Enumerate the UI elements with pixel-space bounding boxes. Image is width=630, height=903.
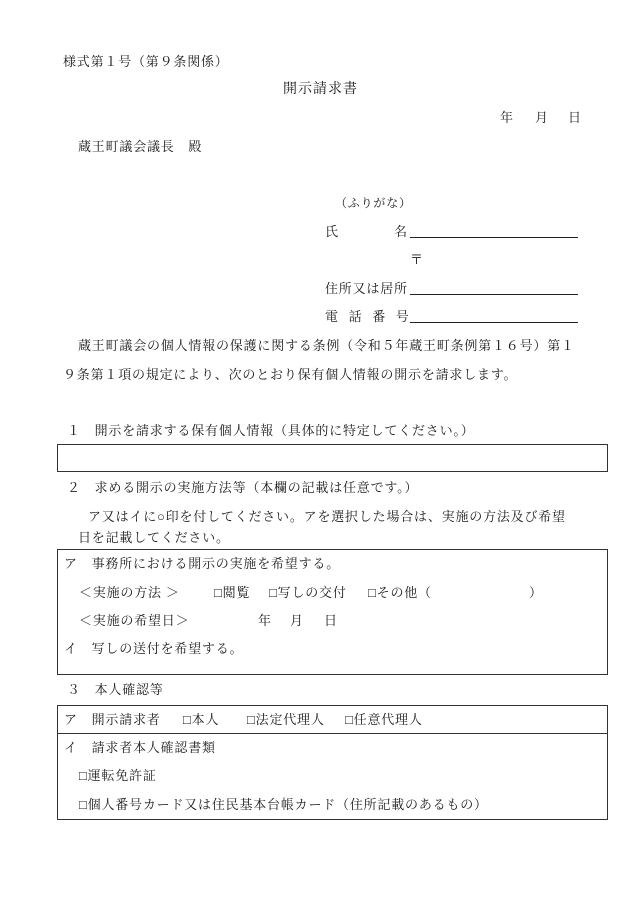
method-copy-checkbox: □写しの交付 bbox=[269, 585, 347, 600]
statement-line-2: ９条第１項の規定により、次のとおり保有個人情報の開示を請求します。 bbox=[63, 367, 518, 382]
section3-heading: ３ 本人確認等 bbox=[67, 682, 164, 697]
section2-note-line-1: ア又はイに○印を付してください。アを選択した場合は、実施の方法及び希望 bbox=[88, 509, 566, 524]
addressee: 蔵王町議会議長 殿 bbox=[78, 139, 203, 154]
desired-date-month: 月 bbox=[290, 613, 304, 628]
drivers-license-checkbox: □運転免許証 bbox=[79, 768, 157, 783]
section1-heading: １ 開示を請求する保有個人情報（具体的に特定してください。） bbox=[67, 423, 475, 438]
requester-type-label: ア 開示請求者 bbox=[64, 712, 161, 727]
section2-box bbox=[57, 549, 608, 675]
date-day-label: 日 bbox=[568, 110, 582, 125]
section3-divider bbox=[58, 733, 607, 734]
date-year-label: 年 bbox=[500, 110, 514, 125]
method-label: ＜実施の方法 ＞ bbox=[79, 585, 180, 600]
my-number-card-checkbox: □個人番号カード又は住民基本台帳カード（住所記載のあるもの） bbox=[79, 797, 488, 812]
option-b-label: イ 写しの送付を希望する。 bbox=[64, 641, 244, 656]
id-documents-label: イ 請求者本人確認書類 bbox=[64, 740, 216, 755]
phone-label: 電 話 番 号 bbox=[325, 309, 408, 324]
desired-date-year: 年 bbox=[258, 613, 272, 628]
desired-date-label: ＜実施の希望日＞ bbox=[79, 613, 190, 628]
name-label: 氏 名 bbox=[325, 224, 408, 239]
form-number: 様式第１号（第９条関係） bbox=[63, 54, 229, 69]
method-other-checkbox: □その他（ bbox=[368, 585, 432, 600]
address-label: 住所又は居所 bbox=[325, 281, 408, 296]
method-viewing-checkbox: □閲覧 bbox=[214, 585, 251, 600]
option-a-label: ア 事務所における開示の実施を希望する。 bbox=[64, 556, 341, 571]
date-month-label: 月 bbox=[535, 110, 549, 125]
requester-legal-agent-checkbox: □法定代理人 bbox=[247, 712, 325, 727]
section3-box bbox=[57, 705, 608, 820]
method-other-close-paren: ） bbox=[529, 585, 543, 600]
name-fill-line bbox=[410, 237, 578, 238]
requester-voluntary-agent-checkbox: □任意代理人 bbox=[345, 712, 423, 727]
furigana-label: （ふりがな） bbox=[335, 196, 412, 210]
section1-entry-box bbox=[57, 444, 608, 472]
section2-heading: ２ 求める開示の実施方法等（本欄の記載は任意です。） bbox=[67, 480, 419, 495]
postal-mark: 〒 bbox=[410, 252, 424, 267]
desired-date-day: 日 bbox=[324, 613, 338, 628]
phone-fill-line bbox=[410, 322, 578, 323]
statement-line-1: 蔵王町議会の個人情報の保護に関する条例（令和５年蔵王町条例第１６号）第１ bbox=[78, 338, 575, 353]
requester-self-checkbox: □本人 bbox=[183, 712, 220, 727]
document-title: 開示請求書 bbox=[283, 82, 358, 97]
section2-note-line-2: 日を記載してください。 bbox=[78, 530, 230, 545]
address-fill-line bbox=[410, 294, 578, 295]
